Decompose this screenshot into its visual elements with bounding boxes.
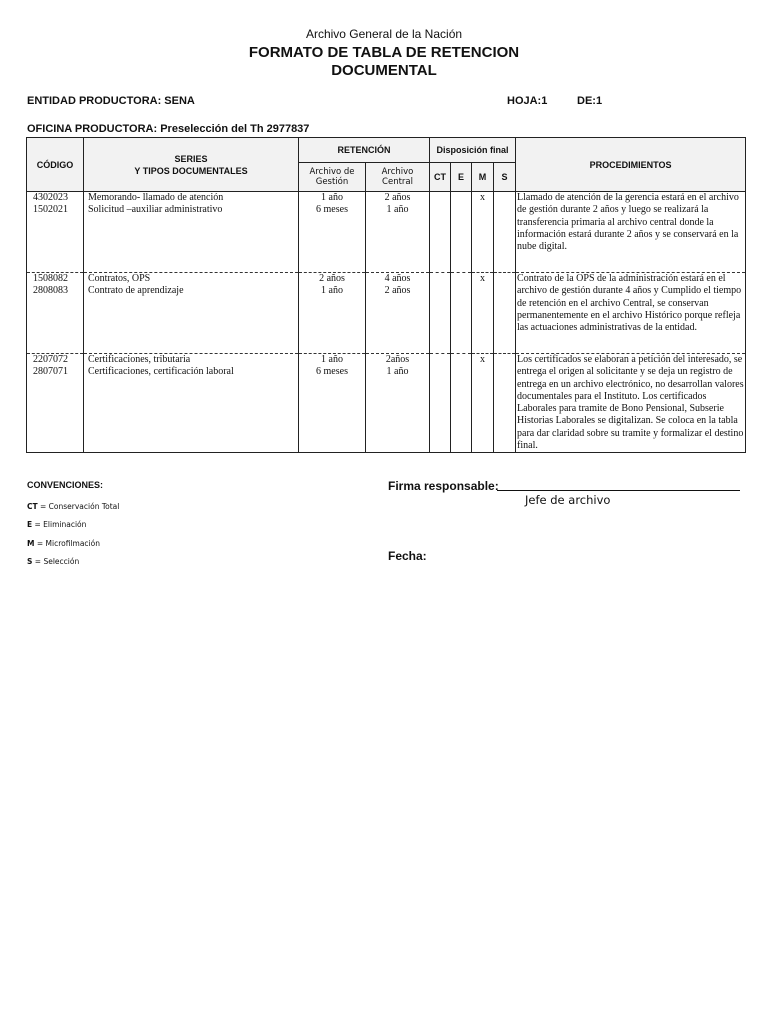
header-s: S bbox=[494, 163, 516, 192]
table-row bbox=[27, 192, 746, 273]
organization-name: Archivo General de la Nación bbox=[305, 27, 463, 41]
header-series-line1: SERIES bbox=[174, 153, 208, 164]
series-cell: Contratos, OPS Contrato de aprendizaje bbox=[84, 273, 299, 354]
document-title-line2: DOCUMENTAL bbox=[331, 62, 437, 79]
hoja-number: HOJA:1 bbox=[507, 95, 548, 107]
codigo-cell: 4302023 1502021 bbox=[27, 192, 84, 273]
m-cell: x bbox=[472, 273, 494, 354]
signature-role: Jefe de archivo bbox=[525, 493, 611, 507]
header-ct: CT bbox=[430, 163, 451, 192]
table-row bbox=[27, 273, 746, 354]
header-codigo: CÓDIGO bbox=[27, 138, 84, 192]
header-series bbox=[84, 138, 299, 192]
document-title: FORMATO DE TABLA DE RETENCION bbox=[248, 44, 520, 61]
procedimiento-cell: Los certificados se elaboran a petición del interesado, se entrega el origen al solicitante y se deja un registro de entrega en un archivo electrónico, no desarrollan valores documentales para el Instituto. Los certificados Laborales para tramite de Bono Pensional, Subserie Historias Laborales se digitalizan. Se coloca en la tabla para dar claridad sobre su tramite y formalizar el destino final. bbox=[517, 354, 744, 452]
e-cell bbox=[451, 192, 472, 273]
s-cell bbox=[494, 192, 516, 273]
header-retencion: RETENCIÓN bbox=[299, 138, 430, 163]
header-e: E bbox=[451, 163, 472, 192]
header-archivo-gestion: Archivo de Gestión bbox=[299, 163, 366, 192]
header-procedimientos: PROCEDIMIENTOS bbox=[516, 138, 746, 192]
fecha-label: Fecha: bbox=[388, 549, 427, 563]
convention-m: M = Microfilmación bbox=[27, 539, 100, 548]
header-series-line2: Y TIPOS DOCUMENTALES bbox=[134, 165, 248, 176]
central-cell: 2años 1 año bbox=[366, 354, 430, 453]
e-cell bbox=[451, 354, 472, 453]
procedimiento-cell: Llamado de atención de la gerencia estará en el archivo de gestión durante 2 años y luego se realizará la transferencia primaria al archivo central donde la información estará durante 2 años y se conservará en la nube digital. bbox=[516, 192, 746, 273]
convention-e: E = Eliminación bbox=[27, 520, 87, 529]
retention-table bbox=[26, 137, 746, 453]
e-cell bbox=[451, 273, 472, 354]
ct-cell bbox=[430, 354, 451, 453]
codigo-cell: 2207072 2807071 bbox=[27, 354, 84, 453]
convention-s: S = Selección bbox=[27, 557, 80, 566]
m-cell: x bbox=[472, 354, 494, 453]
hoja-total: DE:1 bbox=[577, 95, 603, 107]
signature-line bbox=[497, 490, 740, 491]
convention-ct: CT = Conservación Total bbox=[27, 502, 120, 511]
header-disposicion: Disposición final bbox=[430, 138, 516, 163]
gestion-cell: 1 año 6 meses bbox=[299, 354, 366, 453]
s-cell bbox=[494, 354, 516, 453]
ct-cell bbox=[430, 192, 451, 273]
codigo-cell: 1508082 2808083 bbox=[27, 273, 84, 354]
series-cell: Memorando- llamado de atención Solicitud –auxiliar administrativo bbox=[84, 192, 299, 273]
s-cell bbox=[494, 273, 516, 354]
series-cell: Certificaciones, tributaria Certificaciones, certificación laboral bbox=[84, 354, 299, 453]
header-archivo-central: Archivo Central bbox=[366, 163, 430, 192]
entidad-productora: ENTIDAD PRODUCTORA: SENA bbox=[27, 95, 195, 107]
table-row bbox=[27, 354, 746, 453]
m-cell: x bbox=[472, 192, 494, 273]
gestion-cell: 2 años 1 año bbox=[299, 273, 366, 354]
oficina-productora: OFICINA PRODUCTORA: Preselección del Th 2977837 bbox=[27, 123, 310, 135]
gestion-cell: 1 año 6 meses bbox=[299, 192, 366, 273]
header-m: M bbox=[472, 163, 494, 192]
conventions-title: CONVENCIONES: bbox=[27, 480, 104, 490]
signature-label: Firma responsable: bbox=[388, 479, 499, 493]
central-cell: 4 años 2 años bbox=[366, 273, 430, 354]
procedimiento-cell: Contrato de la OPS de la administración estará en el archivo de gestión durante 4 años y Cumplido el tiempo de retención en el archivo Central, se conservan permanentemente en el archivo Histórico porque refleja las actuaciones administrativas de la entidad. bbox=[516, 273, 746, 354]
ct-cell bbox=[430, 273, 451, 354]
central-cell: 2 años 1 año bbox=[366, 192, 430, 273]
